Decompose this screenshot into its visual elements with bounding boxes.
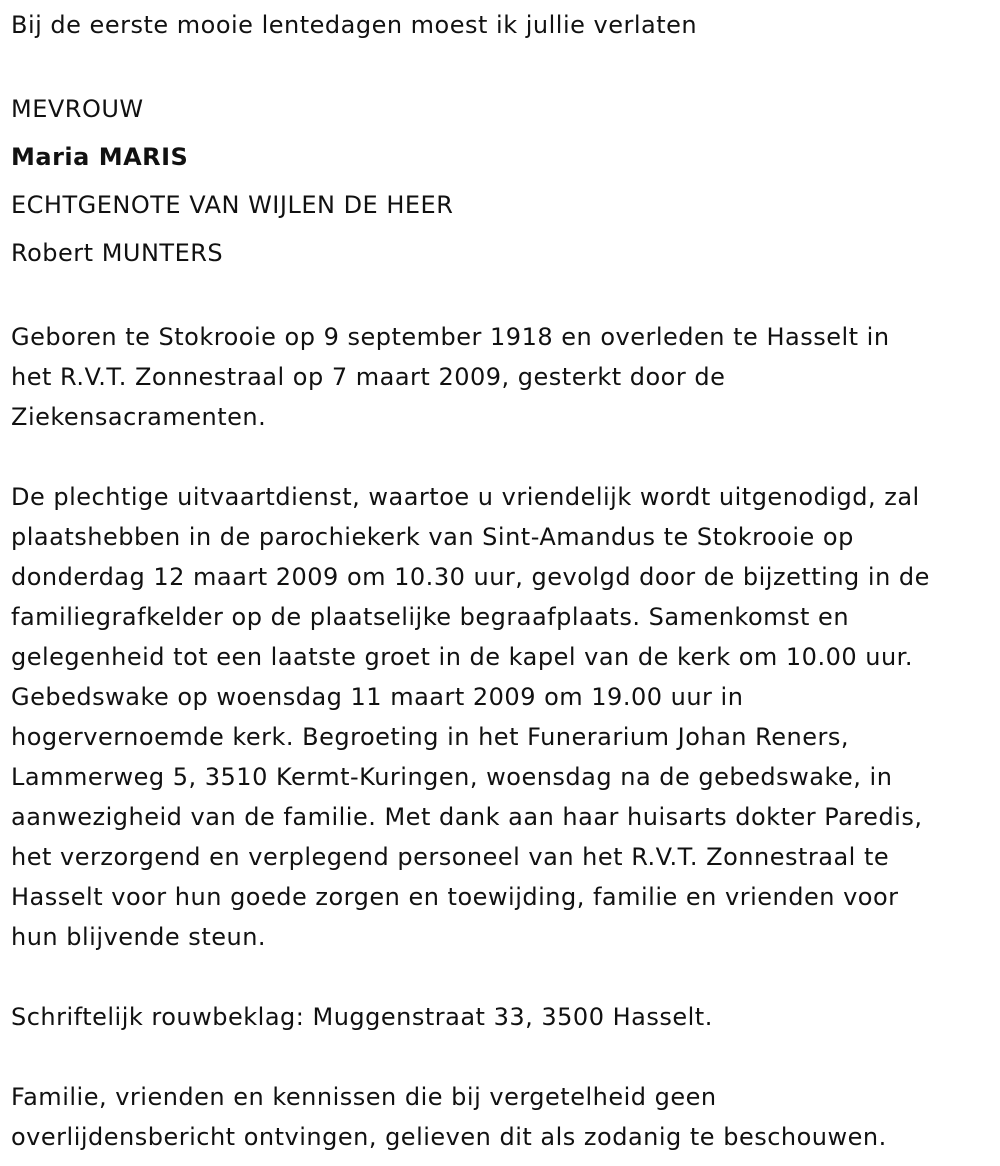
paragraph-line: het R.V.T. Zonnestraal op 7 maart 2009, gesterkt door de (11, 363, 726, 391)
paragraph-line: Hasselt voor hun goede zorgen en toewijding, familie en vrienden voor (11, 883, 899, 911)
birth-death-paragraph (11, 317, 991, 437)
paragraph-line: gelegenheid tot een laatste groet in de kapel van de kerk om 10.00 uur. (11, 643, 913, 671)
paragraph-line: Lammerweg 5, 3510 Kermt-Kuringen, woensdag na de gebedswake, in (11, 763, 893, 791)
paragraph-line: Ziekensacramenten. (11, 403, 267, 431)
paragraph-line: het verzorgend en verplegend personeel van het R.V.T. Zonnestraal te (11, 843, 890, 871)
closing-paragraph (11, 1077, 991, 1157)
obituary-document (11, 5, 991, 1157)
paragraph-line: donderdag 12 maart 2009 om 10.30 uur, gevolgd door de bijzetting in de (11, 563, 930, 591)
paragraph-line: Familie, vrienden en kennissen die bij vergetelheid geen (11, 1083, 717, 1111)
paragraph-line: Geboren te Stokrooie op 9 september 1918 en overleden te Hasselt in (11, 323, 890, 351)
paragraph-line: Gebedswake op woensdag 11 maart 2009 om 19.00 uur in (11, 683, 744, 711)
ceremony-paragraph (11, 477, 991, 957)
paragraph-line: aanwezigheid van de familie. Met dank aan haar huisarts dokter Paredis, (11, 803, 923, 831)
condolences-paragraph (11, 997, 991, 1037)
paragraph-line: hun blijvende steun. (11, 923, 267, 951)
relation-line: ECHTGENOTE VAN WIJLEN DE HEER (11, 191, 454, 219)
deceased-header (11, 85, 991, 277)
intro-line: Bij de eerste mooie lentedagen moest ik jullie verlaten (11, 11, 698, 39)
paragraph-line: De plechtige uitvaartdienst, waartoe u vriendelijk wordt uitgenodigd, zal (11, 483, 920, 511)
paragraph-line: overlijdensbericht ontvingen, gelieven dit als zodanig te beschouwen. (11, 1123, 887, 1151)
spouse-name: Robert MUNTERS (11, 239, 224, 267)
paragraph-line: plaatshebben in de parochiekerk van Sint-Amandus te Stokrooie op (11, 523, 854, 551)
deceased-name: Maria MARIS (11, 143, 189, 171)
paragraph-line: Schriftelijk rouwbeklag: Muggenstraat 33, 3500 Hasselt. (11, 1003, 713, 1031)
title-prefix: MEVROUW (11, 95, 144, 123)
paragraph-line: familiegrafkelder op de plaatselijke begraafplaats. Samenkomst en (11, 603, 850, 631)
paragraph-line: hogervernoemde kerk. Begroeting in het Funerarium Johan Reners, (11, 723, 849, 751)
